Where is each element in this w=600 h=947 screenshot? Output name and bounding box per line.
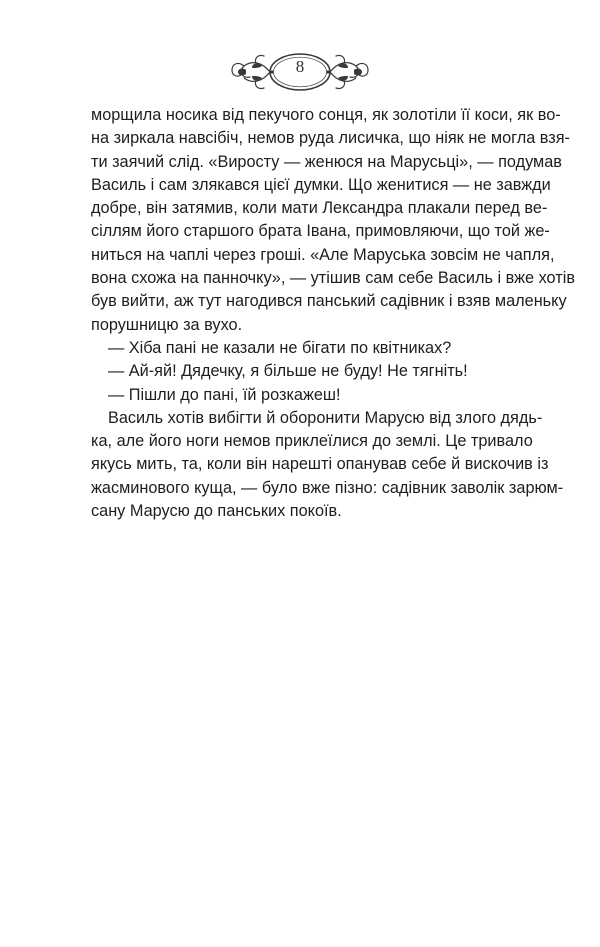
dialogue-line: — Ай-яй! Дядечку, я більше не буду! Не тягніть! bbox=[108, 362, 468, 381]
dialogue-line: — Хіба пані не казали не бігати по квітниках? bbox=[108, 338, 452, 357]
text-line: ти заячий слід. «Виросту — женюся на Марусьці», — подумав bbox=[91, 152, 562, 171]
text-line: добре, він затямив, коли мати Лександра плакали перед ве- bbox=[91, 199, 548, 218]
text-line: був вийти, аж тут нагодився панський садівник і взяв маленьку bbox=[91, 292, 567, 311]
page-number: 8 bbox=[295, 57, 305, 76]
text-line: Василь і сам злякався цієї думки. Що женитися — не завжди bbox=[91, 175, 551, 194]
text-line: вона схожа на панночку», — утішив сам себе Василь і вже хотів bbox=[91, 269, 575, 288]
paragraph-start-line: Василь хотів вибігти й оборонити Марусю від злого дядь- bbox=[108, 408, 543, 427]
text-line: якусь мить, та, коли він нарешті опанував себе й вискочив із bbox=[91, 455, 549, 474]
text-line: порушницю за вухо. bbox=[91, 315, 243, 334]
text-line: морщила носика від пекучого сонця, як золотіли її коси, як во- bbox=[91, 106, 561, 124]
text-line: на зиркала навсібіч, немов руда лисичка, що ніяк не могла взя- bbox=[91, 129, 570, 148]
text-line: сану Марусю до панських покоїв. bbox=[91, 502, 342, 521]
text-line: ка, але його ноги немов приклеїлися до землі. Це тривало bbox=[91, 432, 533, 451]
body-text bbox=[91, 104, 575, 523]
text-line: ниться на чаплі через гроші. «Але Маруська зовсім не чапля, bbox=[91, 245, 555, 264]
page-header bbox=[0, 46, 600, 106]
dialogue-line: — Пішли до пані, їй розкажеш! bbox=[108, 385, 341, 404]
text-line: сіллям його старшого брата Івана, примовляючи, що той же- bbox=[91, 222, 550, 241]
text-line: жасминового куща, — було вже пізно: садівник заволік зарюм- bbox=[91, 478, 564, 497]
